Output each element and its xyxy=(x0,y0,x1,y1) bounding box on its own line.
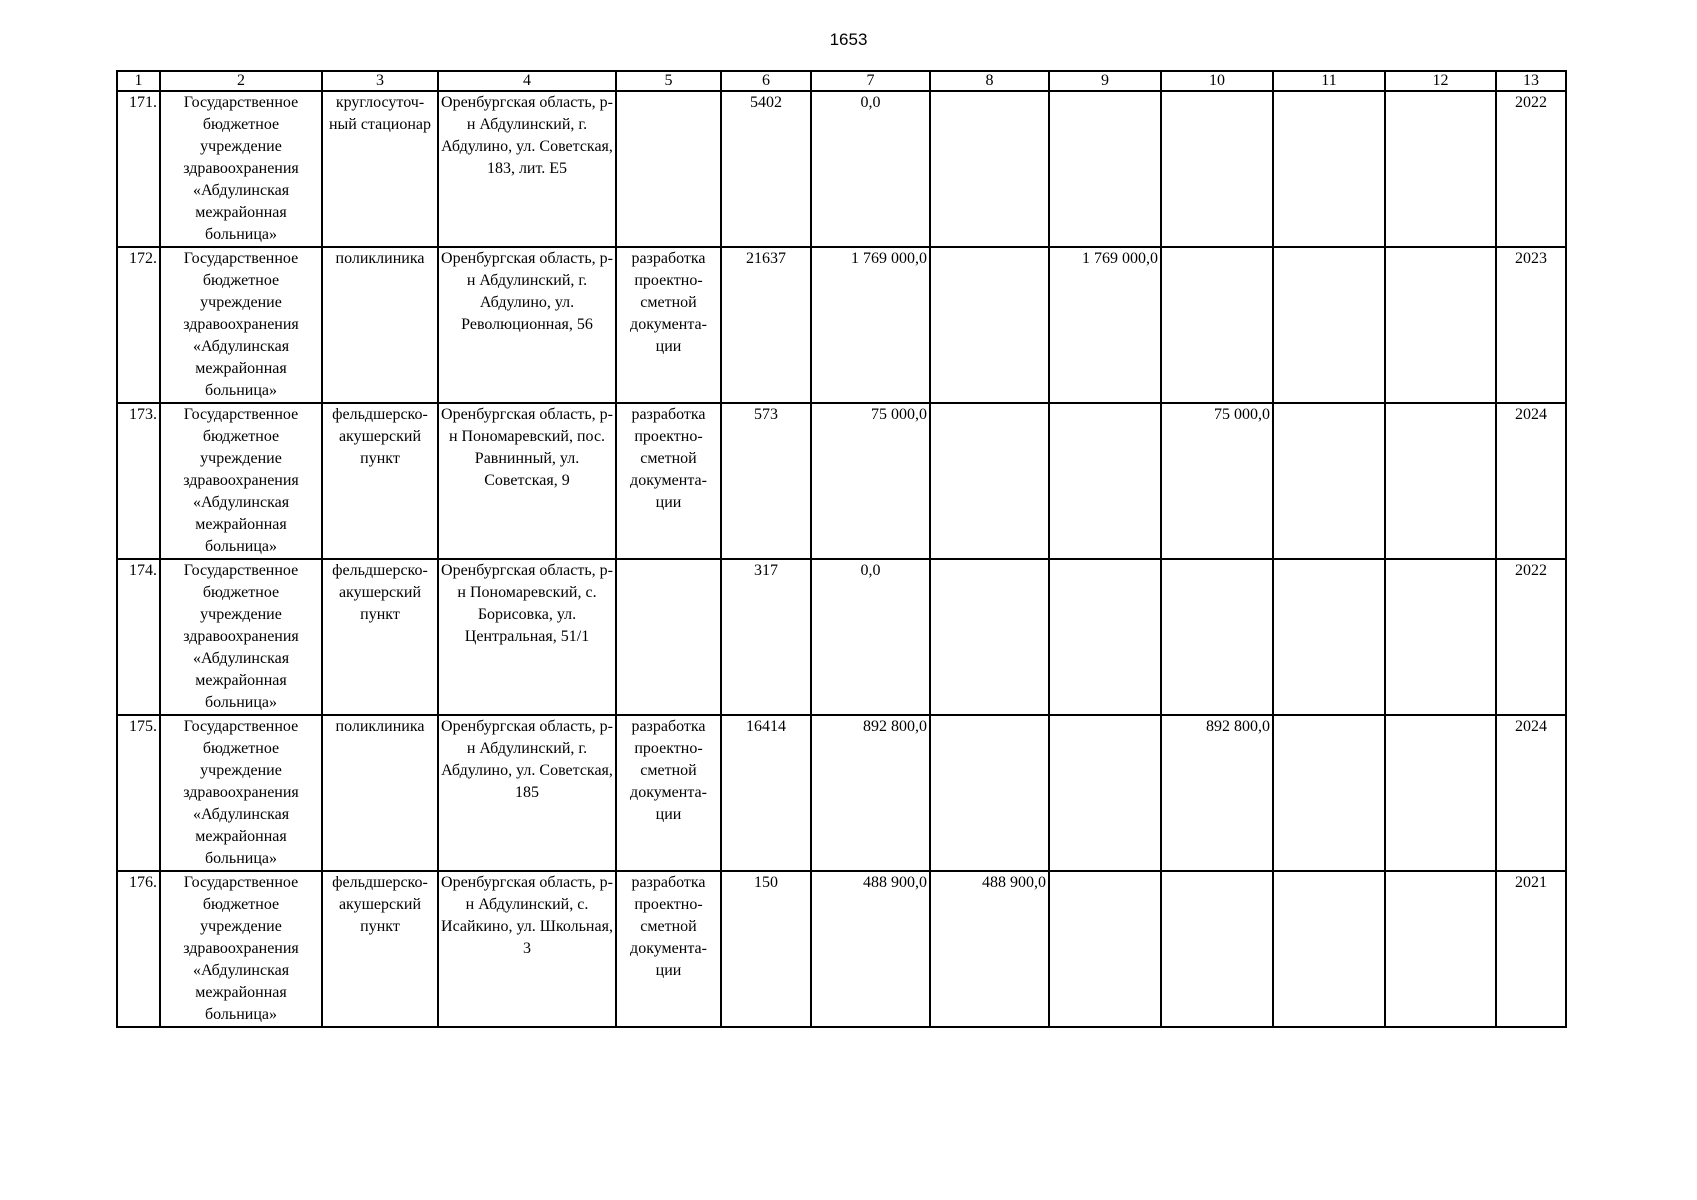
work-type-cell: разработка проектно-сметной документа-ции xyxy=(616,403,721,559)
institution-cell: Государственное бюджетное учреждение здравоохранения «Абдулинская межрайонная больница» xyxy=(160,247,322,403)
column-10-cell: 892 800,0 xyxy=(1161,715,1273,871)
column-header: 1 xyxy=(117,71,160,91)
column-12-cell xyxy=(1385,403,1496,559)
address-cell: Оренбургская область, р-н Абдулинский, с. Исайкино, ул. Школьная, 3 xyxy=(438,871,616,1027)
year-cell: 2022 xyxy=(1496,559,1566,715)
year-cell: 2024 xyxy=(1496,715,1566,871)
facility-type-cell: поликлиника xyxy=(322,715,438,871)
facility-type-cell: поликлиника xyxy=(322,247,438,403)
row-number: 174. xyxy=(117,559,160,715)
column-number-row xyxy=(117,71,1566,91)
column-9-cell xyxy=(1049,715,1161,871)
work-type-cell: разработка проектно-сметной документа-ции xyxy=(616,247,721,403)
column-11-cell xyxy=(1273,559,1385,715)
column-9-cell xyxy=(1049,91,1161,247)
column-12-cell xyxy=(1385,91,1496,247)
total-cell: 488 900,0 xyxy=(811,871,930,1027)
institution-cell: Государственное бюджетное учреждение здравоохранения «Абдулинская межрайонная больница» xyxy=(160,871,322,1027)
column-header: 13 xyxy=(1496,71,1566,91)
column-10-cell xyxy=(1161,871,1273,1027)
registry-table xyxy=(116,70,1567,1028)
area-cell: 317 xyxy=(721,559,811,715)
column-8-cell xyxy=(930,247,1049,403)
facility-type-cell: фельдшерско-акушерский пункт xyxy=(322,403,438,559)
column-10-cell xyxy=(1161,559,1273,715)
column-10-cell: 75 000,0 xyxy=(1161,403,1273,559)
table-row xyxy=(117,715,1566,871)
column-header: 4 xyxy=(438,71,616,91)
column-header: 2 xyxy=(160,71,322,91)
column-12-cell xyxy=(1385,871,1496,1027)
year-cell: 2022 xyxy=(1496,91,1566,247)
year-cell: 2023 xyxy=(1496,247,1566,403)
row-number: 173. xyxy=(117,403,160,559)
work-type-cell xyxy=(616,559,721,715)
total-cell: 75 000,0 xyxy=(811,403,930,559)
column-header: 9 xyxy=(1049,71,1161,91)
column-10-cell xyxy=(1161,247,1273,403)
column-8-cell xyxy=(930,403,1049,559)
year-cell: 2021 xyxy=(1496,871,1566,1027)
column-8-cell xyxy=(930,91,1049,247)
column-8-cell: 488 900,0 xyxy=(930,871,1049,1027)
column-header: 8 xyxy=(930,71,1049,91)
area-cell: 21637 xyxy=(721,247,811,403)
column-header: 10 xyxy=(1161,71,1273,91)
column-header: 6 xyxy=(721,71,811,91)
table-row xyxy=(117,559,1566,715)
year-cell: 2024 xyxy=(1496,403,1566,559)
row-number: 175. xyxy=(117,715,160,871)
address-cell: Оренбургская область, р-н Абдулинский, г. Абдулино, ул. Революционная, 56 xyxy=(438,247,616,403)
area-cell: 150 xyxy=(721,871,811,1027)
row-number: 176. xyxy=(117,871,160,1027)
address-cell: Оренбургская область, р-н Пономаревский, пос. Равнинный, ул. Советская, 9 xyxy=(438,403,616,559)
total-cell: 0,0 xyxy=(811,559,930,715)
work-type-cell: разработка проектно-сметной документа-ции xyxy=(616,715,721,871)
column-9-cell xyxy=(1049,871,1161,1027)
area-cell: 573 xyxy=(721,403,811,559)
facility-type-cell: фельдшерско-акушерский пункт xyxy=(322,559,438,715)
area-cell: 5402 xyxy=(721,91,811,247)
column-11-cell xyxy=(1273,247,1385,403)
column-9-cell xyxy=(1049,559,1161,715)
column-8-cell xyxy=(930,559,1049,715)
column-12-cell xyxy=(1385,715,1496,871)
column-8-cell xyxy=(930,715,1049,871)
area-cell: 16414 xyxy=(721,715,811,871)
work-type-cell: разработка проектно-сметной документа-ции xyxy=(616,871,721,1027)
column-11-cell xyxy=(1273,403,1385,559)
table-row xyxy=(117,247,1566,403)
row-number: 172. xyxy=(117,247,160,403)
page-number: 1653 xyxy=(829,30,868,49)
table-row xyxy=(117,403,1566,559)
column-12-cell xyxy=(1385,247,1496,403)
table-row xyxy=(117,871,1566,1027)
column-9-cell: 1 769 000,0 xyxy=(1049,247,1161,403)
total-cell: 892 800,0 xyxy=(811,715,930,871)
column-header: 7 xyxy=(811,71,930,91)
table-row xyxy=(117,91,1566,247)
row-number: 171. xyxy=(117,91,160,247)
column-12-cell xyxy=(1385,559,1496,715)
institution-cell: Государственное бюджетное учреждение здравоохранения «Абдулинская межрайонная больница» xyxy=(160,403,322,559)
address-cell: Оренбургская область, р-н Пономаревский, с. Борисовка, ул. Центральная, 51/1 xyxy=(438,559,616,715)
address-cell: Оренбургская область, р-н Абдулинский, г. Абдулино, ул. Советская, 183, лит. Е5 xyxy=(438,91,616,247)
facility-type-cell: круглосуточ-ный стационар xyxy=(322,91,438,247)
column-header: 12 xyxy=(1385,71,1496,91)
address-cell: Оренбургская область, р-н Абдулинский, г. Абдулино, ул. Советская, 185 xyxy=(438,715,616,871)
column-11-cell xyxy=(1273,871,1385,1027)
facility-type-cell: фельдшерско-акушерский пункт xyxy=(322,871,438,1027)
total-cell: 1 769 000,0 xyxy=(811,247,930,403)
column-11-cell xyxy=(1273,91,1385,247)
column-header: 3 xyxy=(322,71,438,91)
column-10-cell xyxy=(1161,91,1273,247)
institution-cell: Государственное бюджетное учреждение здравоохранения «Абдулинская межрайонная больница» xyxy=(160,91,322,247)
column-header: 11 xyxy=(1273,71,1385,91)
institution-cell: Государственное бюджетное учреждение здравоохранения «Абдулинская межрайонная больница» xyxy=(160,715,322,871)
institution-cell: Государственное бюджетное учреждение здравоохранения «Абдулинская межрайонная больница» xyxy=(160,559,322,715)
total-cell: 0,0 xyxy=(811,91,930,247)
column-9-cell xyxy=(1049,403,1161,559)
column-11-cell xyxy=(1273,715,1385,871)
column-header: 5 xyxy=(616,71,721,91)
work-type-cell xyxy=(616,91,721,247)
